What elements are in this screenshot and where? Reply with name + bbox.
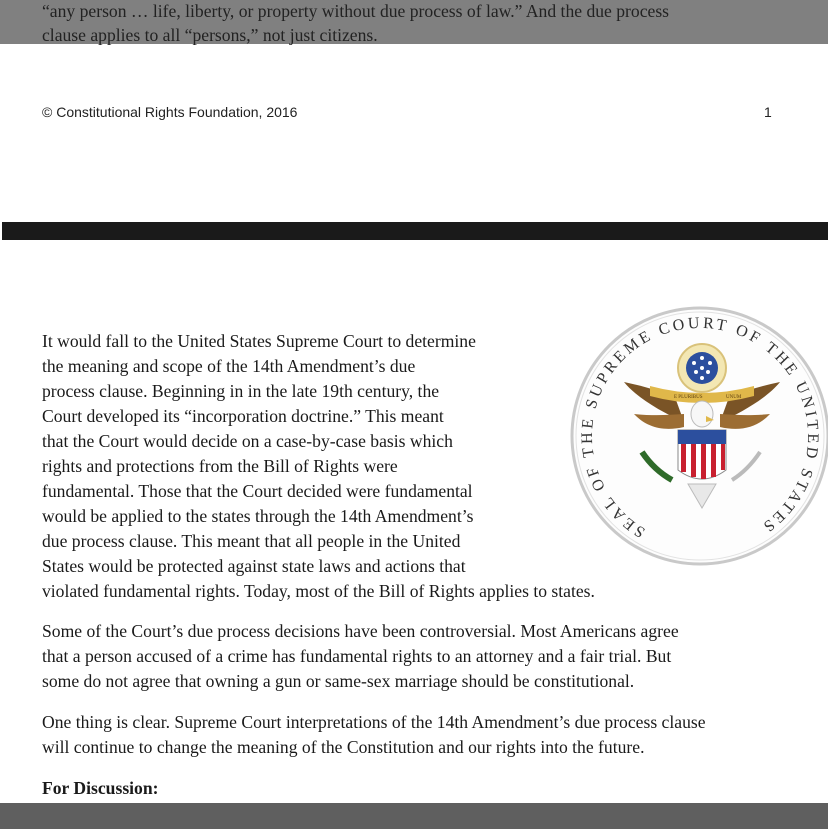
supreme-court-seal-image [566,302,828,570]
footer-copyright: © Constitutional Rights Foundation, 2016 [42,104,298,120]
paragraph-line: the meaning and scope of the 14th Amendment’s due [42,356,416,376]
page-separator [2,222,828,240]
paragraph-line: some do not agree that owning a gun or same-sex marriage should be constitutional. [42,671,635,691]
paragraph-line: Court developed its “incorporation doctrine.” This meant [42,406,444,426]
previous-page-line: “any person … life, liberty, or property without due process of law.” And the due process [42,1,670,21]
footer-page-number: 1 [764,104,772,120]
paragraph-line: Some of the Court’s due process decisions have been controversial. Most Americans agree [42,621,679,641]
next-page-overlay [0,803,828,829]
paragraph-line: violated fundamental rights. Today, most of the Bill of Rights applies to states. [42,581,595,601]
paragraph-line: It would fall to the United States Supreme Court to determine [42,331,476,351]
paragraph-line: fundamental. Those that the Court decided were fundamental [42,481,473,501]
paragraph-line: States would be protected against state laws and actions that [42,556,466,576]
paragraph-line: One thing is clear. Supreme Court interpretations of the 14th Amendment’s due process clause [42,712,706,732]
previous-page-line: clause applies to all “persons,” not just citizens. [42,25,378,45]
previous-page-overlay [0,0,828,44]
paragraph-line: that a person accused of a crime has fundamental rights to an attorney and a fair trial. But [42,646,672,666]
for-discussion-heading: For Discussion: [42,778,159,798]
paragraph-line: would be applied to the states through the 14th Amendment’s [42,506,474,526]
paragraph-line: rights and protections from the Bill of Rights were [42,456,398,476]
seal-ring-text: SEAL OF THE SUPREME COURT OF THE UNITED STATES [578,314,822,541]
seal-ribbon-right-text: UNUM [726,395,742,400]
seal-ribbon-left-text: E PLURIBUS [674,395,703,400]
paragraph-line: process clause. Beginning in in the late 19th century, the [42,381,440,401]
paragraph-line: that the Court would decide on a case-by-case basis which [42,431,453,451]
paragraph-line: will continue to change the meaning of the Constitution and our rights into the future. [42,737,645,757]
paragraph-line: due process clause. This meant that all people in the United [42,531,461,551]
